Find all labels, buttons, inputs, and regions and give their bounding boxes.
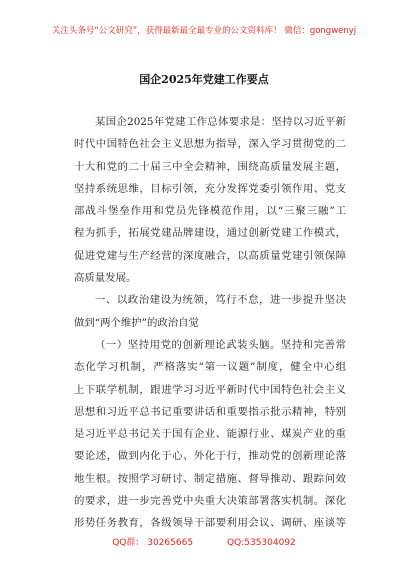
text-line: 坚持系统思维，目标引领，充分发挥党委引领作用、党支 <box>74 182 346 195</box>
header-banner: 关注头条号“公文研究”，获得最新最全最专业的公文资料库！ 微信：gongwenyj <box>51 26 357 36</box>
text-line: 高质量发展。 <box>74 272 137 285</box>
footer-qq-group: QQ群： 30265665 <box>112 538 194 548</box>
footer-qq-number: QQ:535304092 <box>227 538 296 548</box>
text-line: 是习近平总书记关于国有企业、能源行业、煤炭产业的重 <box>74 428 346 441</box>
paragraph-theory <box>74 334 346 535</box>
paragraph-overview <box>74 111 346 289</box>
text-line: 时代中国特色社会主义思想为指导，深入学习贯彻党的二 <box>74 138 346 151</box>
text-line: 要论述，做到内化于心、外化于行，推动党的创新理论落 <box>74 450 346 463</box>
text-line: 形势任务教育，各级领导干部要利用会议、调研、座谈等 <box>74 517 346 530</box>
text-line: 十大和党的二十届三中全会精神，围绕高质量发展主题， <box>74 160 346 173</box>
text-line: 做到“两个维护”的政治自觉 <box>74 316 199 329</box>
footer-contact <box>0 535 408 548</box>
text-line: 促进党建与生产经营的深度融合，以高质量党建引领保障 <box>74 249 346 262</box>
text-line: 思想和习近平总书记重要讲话和重要指示批示精神，特别 <box>74 405 346 418</box>
text-line: 的要求，进一步完善党中央重大决策部署落实机制。深化 <box>74 495 346 508</box>
text-line: 某国企2025年党建工作总体要求是：坚持以习近平新 <box>95 116 346 128</box>
text-line: 上下联学机制，跟进学习习近平新时代中国特色社会主义 <box>74 383 346 396</box>
text-line: 地生根。按照学习研讨、制定措施、督导推动、跟踪问效 <box>74 472 346 485</box>
document-body <box>74 111 346 535</box>
document-title: 国企2025年党建工作要点 <box>139 73 269 86</box>
section-heading <box>74 289 346 334</box>
text-line: 程为抓手，拓展党建品牌建设，通过创新党建工作模式， <box>74 227 346 240</box>
text-line: 态化学习机制，严格落实“第一议题”制度，健全中心组 <box>74 361 346 374</box>
text-line: 部战斗堡垒作用和党员先锋模范作用，以“三聚三融”工 <box>74 205 346 218</box>
text-line: （一）坚持用党的创新理论武装头脑。坚持和完善常 <box>95 338 346 351</box>
text-line: 一、以政治建设为统领，笃行不怠，进一步提升坚决 <box>95 294 346 307</box>
